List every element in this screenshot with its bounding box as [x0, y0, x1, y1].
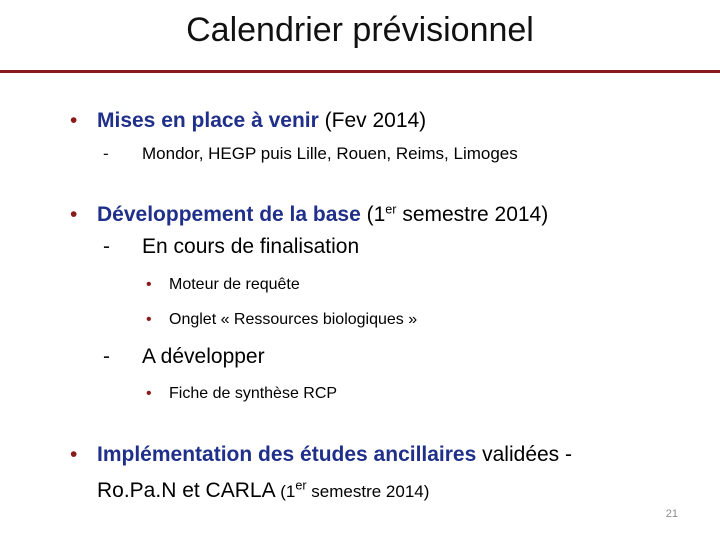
bullet-icon: • — [70, 109, 78, 132]
item-1-date: (Fev 2014) — [318, 109, 427, 132]
item-1-sub-1: Mondor, HEGP puis Lille, Rouen, Reims, Limoges — [142, 144, 518, 163]
item-2-date: semestre 2014) — [396, 203, 549, 226]
item-2-sub-1-bullet-1: Moteur de requête — [169, 276, 300, 293]
bullet-icon: • — [70, 443, 78, 466]
title-divider — [0, 70, 720, 73]
slide-title: Calendrier prévisionnel — [186, 11, 534, 49]
item-3-rest: validées - — [476, 443, 573, 466]
item-3-date: semestre 2014) — [306, 482, 430, 501]
dash-marker: - — [103, 345, 110, 368]
item-2-heading — [97, 202, 548, 228]
page-number: 21 — [665, 508, 678, 520]
item-3-sup: er — [295, 478, 307, 493]
item-3-projects: Ro.Pa.N et CARLA — [97, 479, 281, 502]
item-2-sub-2: A développer — [142, 345, 265, 368]
item-1-heading — [97, 108, 426, 134]
item-2-sub-2-bullet-1: Fiche de synthèse RCP — [169, 385, 338, 402]
item-3-heading — [97, 442, 572, 468]
bullet-icon: • — [70, 203, 78, 226]
item-3-line-2 — [97, 478, 429, 504]
item-2-paren: (1 — [360, 203, 386, 226]
bullet-icon: • — [146, 276, 152, 293]
item-2-sup: er — [385, 202, 397, 217]
item-3-paren: (1 — [280, 482, 296, 501]
dash-marker: - — [103, 235, 110, 258]
item-2-sub-1: En cours de finalisation — [142, 235, 360, 258]
item-3-highlight: Implémentation des études ancillaires — [97, 443, 477, 466]
dash-marker: - — [103, 144, 109, 163]
item-2-sub-1-bullet-2: Onglet « Ressources biologiques » — [169, 311, 418, 328]
bullet-icon: • — [146, 311, 152, 328]
item-1-highlight: Mises en place à venir — [97, 109, 319, 132]
item-2-highlight: Développement de la base — [97, 203, 361, 226]
bullet-icon: • — [146, 385, 152, 402]
